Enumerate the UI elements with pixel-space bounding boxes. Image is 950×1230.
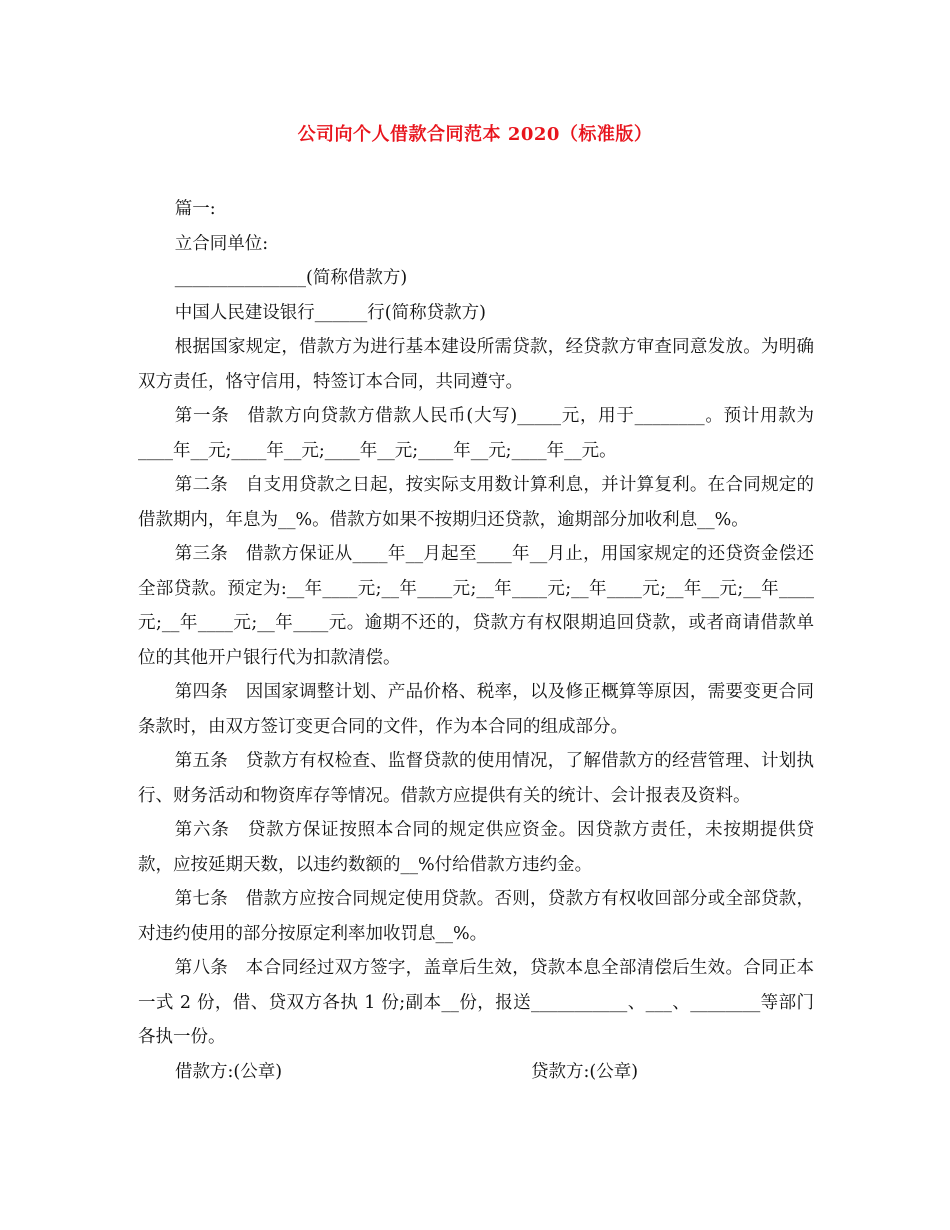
paragraph-article-8: 第八条 本合同经过双方签字，盖章后生效，贷款本息全部清偿后生效。合同正本一式 2 份，借、贷双方各执 1 份;副本__份，报送___________、___、________等部门各执一份。 [138,958,814,1047]
paragraph-article-6: 第六条 贷款方保证按照本合同的规定供应资金。因贷款方责任，未按期提供贷款，应按延期天数，以违约数额的__%付给借款方违约金。 [138,820,814,875]
document-title: 公司向个人借款合同范本 2020（标准版） [297,124,653,145]
paragraph-article-2: 第二条 自支用贷款之日起，按实际支用数计算利息，并计算复利。在合同规定的借款期内，年息为__%。借款方如果不按期归还贷款，逾期部分加收利息__%。 [138,475,814,530]
paragraph-article-5: 第五条 贷款方有权检查、监督贷款的使用情况，了解借款方的经营管理、计划执行、财务活动和物资库存等情况。借款方应提供有关的统计、会计报表及资料。 [138,751,814,806]
document-body [138,192,814,1089]
borrower-signature: 借款方:(公章) [175,1061,283,1082]
paragraph-article-1: 第一条 借款方向贷款方借款人民币(大写)_____元，用于________。预计用款为____年__元;____年__元;____年__元;____年__元;____年__元。 [138,406,814,461]
signature-row [138,1055,814,1090]
paragraph-article-4: 第四条 因国家调整计划、产品价格、税率，以及修正概算等原因，需要变更合同条款时，由双方签订变更合同的文件，作为本合同的组成部分。 [138,682,814,737]
paragraph-article-3: 第三条 借款方保证从____年__月起至____年__月止，用国家规定的还贷资金偿还全部贷款。预定为:__年____元;__年____元;__年____元;__年____元;__年__元;__年____元;__年____元;__年____元。逾期不还的，贷款方有权限期追回贷款，或者商请借款单位的其他开户银行代为扣款清偿。 [138,544,814,668]
paragraph-section-label: 篇一: [174,199,216,219]
paragraph-preamble: 根据国家规定，借款方为进行基本建设所需贷款，经贷款方审查同意发放。为明确双方责任，恪守信用，特签订本合同，共同遵守。 [138,337,814,392]
paragraph-article-7: 第七条 借款方应按合同规定使用贷款。否则，贷款方有权收回部分或全部贷款，对违约使用的部分按原定利率加收罚息__%。 [138,889,814,944]
paragraph-parties-label: 立合同单位: [174,233,269,254]
paragraph-lender-line: 中国人民建设银行______行(简称贷款方) [174,302,486,323]
paragraph-borrower-line: _______________(简称借款方) [174,268,408,288]
lender-signature: 贷款方:(公章) [531,1061,639,1082]
